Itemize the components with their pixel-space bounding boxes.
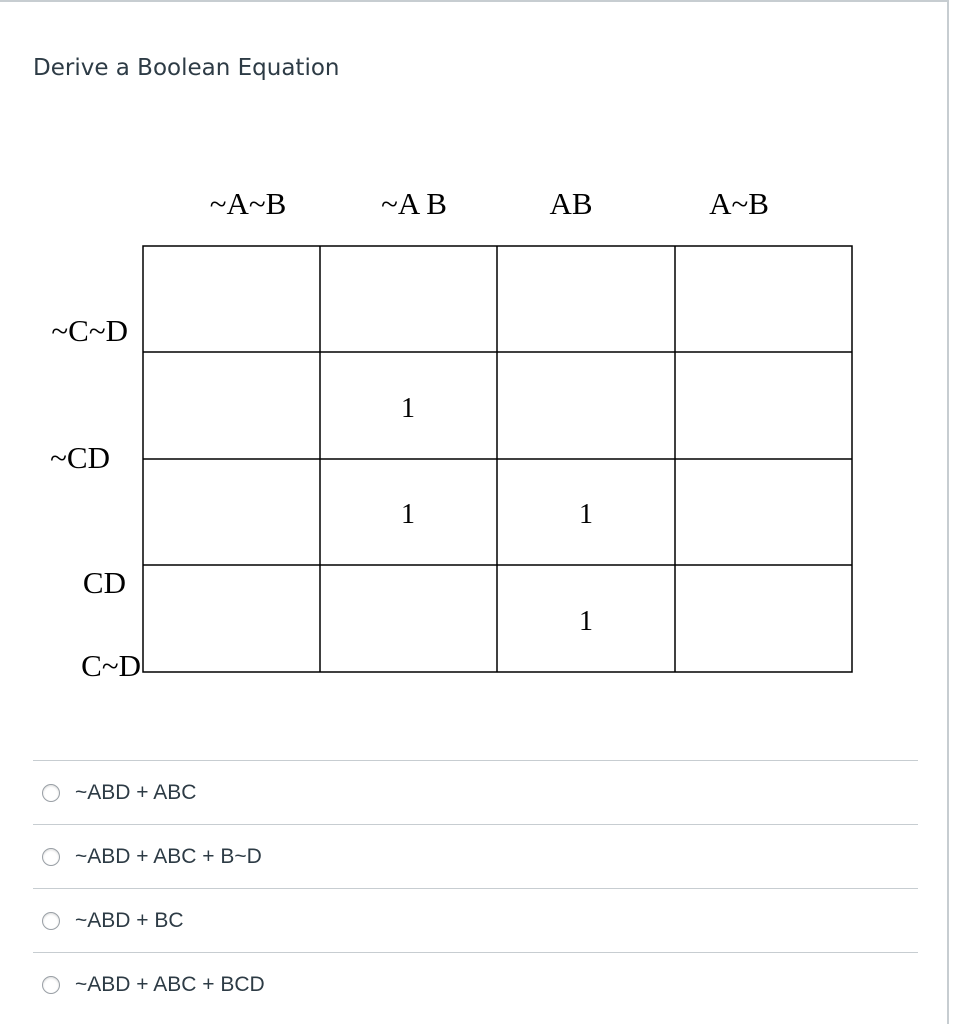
answer-option[interactable] xyxy=(33,824,918,888)
kmap-row-header: ~C~D xyxy=(51,313,128,348)
answer-option[interactable] xyxy=(33,888,918,952)
radio-button[interactable] xyxy=(42,784,60,802)
answer-option[interactable] xyxy=(33,952,918,1016)
kmap-cell: 1 xyxy=(579,499,593,530)
kmap-grid xyxy=(143,246,852,672)
radio-button[interactable] xyxy=(42,848,60,866)
kmap-row-header: C~D xyxy=(81,648,141,683)
question-title: Derive a Boolean Equation xyxy=(33,55,340,81)
answer-label[interactable]: ~ABD + BC xyxy=(75,908,184,932)
kmap-cell: 1 xyxy=(401,499,415,530)
kmap-col-header: A~B xyxy=(709,186,769,221)
answer-list xyxy=(33,760,918,1016)
answer-label[interactable]: ~ABD + ABC + B~D xyxy=(75,844,262,868)
kmap-row-header: ~CD xyxy=(50,440,110,475)
kmap-cell: 1 xyxy=(579,606,593,637)
kmap-cell: 1 xyxy=(401,393,415,424)
answer-label[interactable]: ~ABD + ABC xyxy=(75,780,197,804)
answer-option[interactable] xyxy=(33,760,918,824)
kmap-col-header: ~A~B xyxy=(209,186,287,221)
kmap-row-header: CD xyxy=(82,565,126,600)
kmap-col-header: ~A B xyxy=(381,186,447,221)
radio-button[interactable] xyxy=(42,912,60,930)
kmap-col-header: AB xyxy=(549,186,593,221)
answer-label[interactable]: ~ABD + ABC + BCD xyxy=(75,972,265,996)
radio-button[interactable] xyxy=(42,976,60,994)
